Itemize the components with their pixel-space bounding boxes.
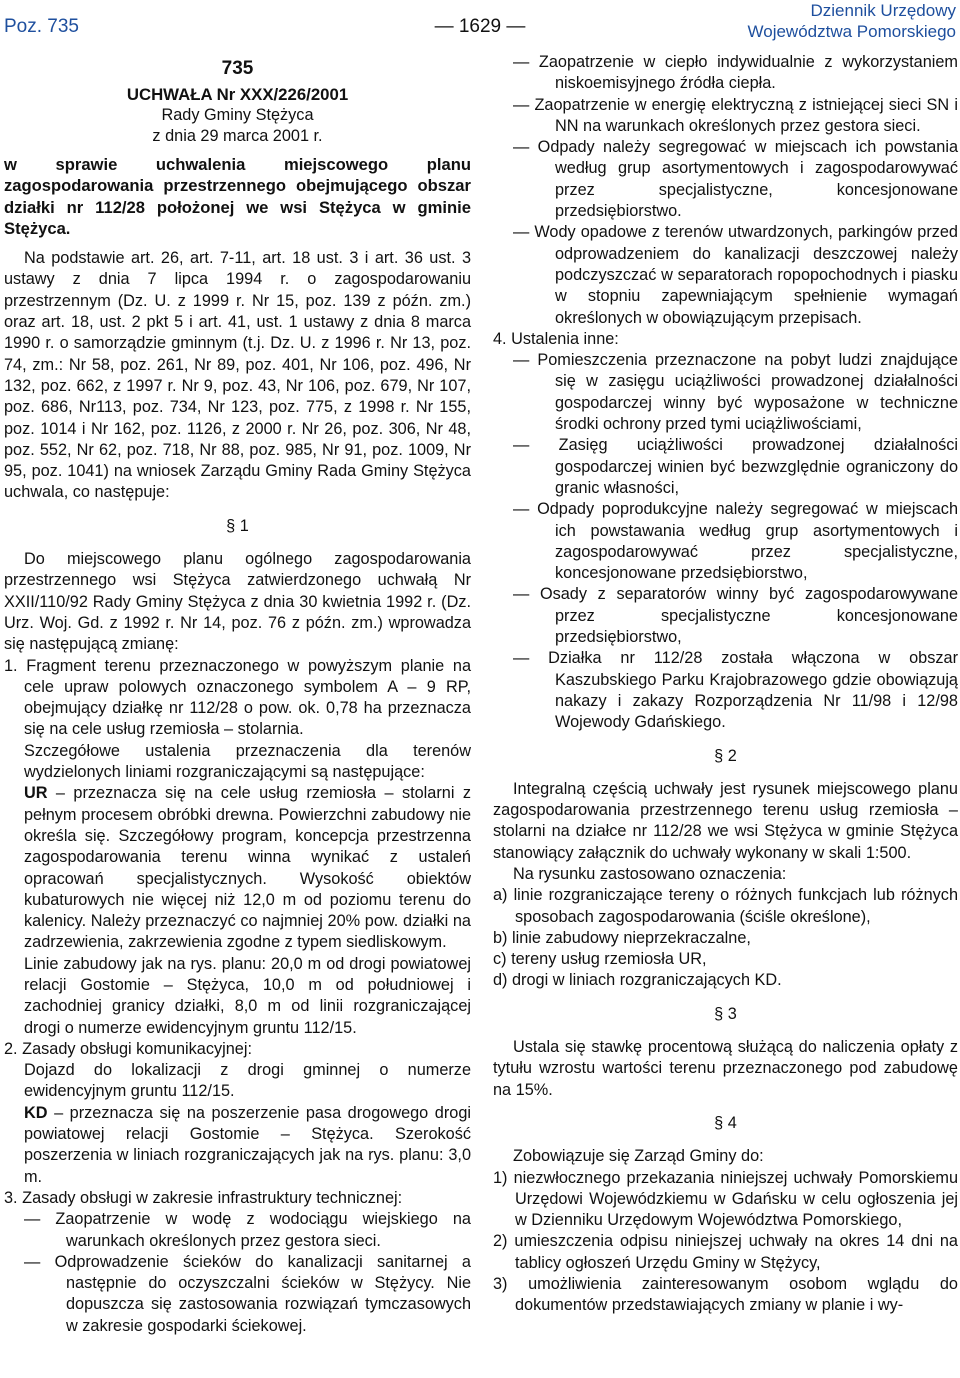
list-item: — Odprowadzenie ścieków do kanalizacji sanitarnej a następnie do oczyszczalni ścieków w Stężycy. Nie dopuszcza się zastosowania rozwiązań tymczasowych w zakresie gospodarki ściekowej. <box>24 1252 471 1335</box>
section-1-intro: Do miejscowego planu ogólnego zagospodarowania przestrzennego wsi Stężyca zatwierdzonego uchwałą Nr XXII/110/92 Rady Gminy Stężyca z dnia 30 kwietnia 1992 r. (Dz. Urz. Woj. Gd. z 1992 r. Nr 14, poz. 76 z późn. zm.) wprowadza się następującą zmianę: <box>4 550 471 654</box>
infrastructure-list <box>4 1209 471 1337</box>
ur-definition <box>4 783 471 953</box>
journal-title-line2: Województwa Pomorskiego <box>747 22 956 41</box>
section-2-text: Integralną częścią uchwały jest rysunek miejscowego planu zagospodarowania przestrzennego terenu usług rzemiosła – stolarni na działce nr 112/28 we wsi Stężyca w gminie Stężyca stanowiący załącznik do uchwały wykonany w skali 1:500. <box>493 779 958 862</box>
item-2-text: Zasady obsługi komunikacyjnej: <box>22 1039 252 1058</box>
list-item: — Działka nr 112/28 została włączona w obszar Kaszubskiego Parku Krajobrazowego gdzie obowiązują nakazy i zakazy Rozporządzenia Nr 11/98 i 12/98 Wojewody Gdańskiego. <box>513 649 958 732</box>
section-4-intro: Zobowiązuje się Zarząd Gminy do: <box>513 1147 764 1166</box>
section-1-item-3 <box>4 1188 471 1209</box>
journal-title-line1: Dziennik Urzędowy <box>810 1 956 20</box>
section-1-item-4 <box>493 329 958 350</box>
act-date: z dnia 29 marca 2001 r. <box>152 127 323 145</box>
list-item: c) tereny usług rzemiosła UR, <box>493 950 707 969</box>
ur-text: – przeznacza się na cele usług rzemiosła – stolarni z pełnym procesem obróbki drewna. Powierzchni zabudowy nie określa się. Szczegółowy program, koncepcja przestrzenna zagospodarowania terenu winna wynikać z ustaleń opracowań specjalistycznych. Wysokość obiektów kubaturowych nie więcej niż 12,0 m od poziomu terenu do kalenicy. Należy przeznaczyć co najmniej 20% pow. działki na zadrzewienia, zakrzewienia zgodne z typem siedliskowym. <box>24 784 471 952</box>
left-column <box>4 52 471 1337</box>
section-1-title: § 1 <box>226 516 249 535</box>
list-item: — Zasięg uciążliwości prowadzonej działalności gospodarczej winien być bezwzględnie ograniczony do granic własności, <box>513 436 958 497</box>
list-item: 1) niezwłocznego przekazania niniejszej uchwały Pomorskiemu Urzędowi Wojewódzkiemu w Gdańsku w celu ogłoszenia jej w Dzienniku Urzędowym Województwa Pomorskiego, <box>493 1168 958 1230</box>
item-1-text: Fragment terenu przeznaczonego w powyższym planie na cele upraw polowych oznaczonego symbolem A – 9 RP, obejmujący działkę nr 112/28 o pow. ok. 0,78 ha przeznacza się na cele usług rzemiosła – stolarnia. <box>24 656 471 739</box>
section-1-item-1 <box>4 656 471 741</box>
right-column <box>493 52 958 1317</box>
item-2-number: 2. <box>4 1039 18 1058</box>
section-2-title: § 2 <box>714 746 737 765</box>
list-item: — Zaopatrzenie w wodę z wodociągu wiejskiego na warunkach określonych przez gestora sieci. <box>24 1210 471 1250</box>
section-3-title: § 3 <box>714 1004 737 1023</box>
list-item: 3) umożliwienia zainteresowanym osobom wglądu do dokumentów przedstawiających zmiany w planie i wy- <box>493 1275 958 1315</box>
list-item: — Pomieszczenia przeznaczone na pobyt ludzi znajdujące się w zasięgu uciążliwości prowadzonej działalności gospodarczej winny być wyposażone w techniczne środki ochrony przed tymi uciążliwościami, <box>513 351 958 434</box>
page-number: — 1629 — <box>434 16 526 37</box>
act-issuer: Rady Gminy Stężyca <box>161 106 314 124</box>
list-item: b) linie zabudowy nieprzekraczalne, <box>493 928 751 947</box>
building-lines: Linie zabudowy jak na rys. planu: 20,0 m od drogi powiatowej relacji Gostomie – Stężyca, 10,0 m od południowej i zachodniej granicy działki, 8,0 m od linii rozgraniczającej drogi o numerze ewidencyjnym gruntu 112/15. <box>24 954 471 1037</box>
list-item: — Zaopatrzenie w ciepło indywidualnie z wykorzystaniem niskoemisyjnego źródła ciepła. <box>513 53 958 93</box>
kd-text: – przeznacza się na poszerzenie pasa drogowego drogi powiatowej relacji Gostomie – Stężyca. Szerokość poszerzenia w liniach rozgraniczających jak na rys. planu: 3,0 m. <box>24 1103 471 1186</box>
list-item: d) drogi w liniach rozgraniczających KD. <box>493 971 782 990</box>
page-header <box>0 0 960 48</box>
legend-intro: Na rysunku zastosowano oznaczenia: <box>513 864 787 883</box>
section-1-item-2 <box>4 1039 471 1060</box>
legend-list <box>493 885 958 991</box>
preamble: Na podstawie art. 26, art. 7-11, art. 18 ust. 3 i art. 36 ust. 3 ustawy z dnia 7 lipca 1994 r. o zagospodarowaniu przestrzennym (Dz. U. z 1999 r. Nr 15, poz. 139 z późn. zm.) oraz art. 18, ust. 2 pkt 5 i art. 41, ust. 1 ustawy z dnia 8 marca 1990 r. o samorządzie gminnym (t.j. Dz. U. z 1996 r. Nr 13, poz. 74, zm.: Nr 58, poz. 261, Nr 89, poz. 401, Nr 106, poz. 496, Nr 132, poz. 662, z 1997 r. Nr 9, poz. 43, Nr 106, poz. 679, Nr 107, poz. 686, Nr113, poz. 734, Nr 123, poz. 775, z 1998 r. Nr 155, poz. 1014 i Nr 162, poz. 1126, z 2000 r. Nr 26, poz. 306, Nr 48, poz. 552, Nr 62, poz. 718, Nr 88, poz. 985, Nr 91, poz. 1009, Nr 95, poz. 1041) na wniosek Zarządu Gminy Rada Gminy Stężyca uchwala, co następuje: <box>4 249 471 502</box>
act-title: UCHWAŁA Nr XXX/226/2001 <box>126 85 349 104</box>
ur-symbol: UR <box>24 784 48 803</box>
item-1-number: 1. <box>4 656 18 675</box>
item-4-number: 4. <box>493 329 507 348</box>
journal-title <box>748 0 957 42</box>
access-road: Dojazd do lokalizacji z drogi gminnej o numerze ewidencyjnym gruntu 112/15. <box>24 1061 471 1101</box>
act-number: 735 <box>221 58 254 79</box>
kd-definition <box>4 1103 471 1188</box>
kd-symbol: KD <box>24 1103 48 1122</box>
list-item: — Zaopatrzenie w energię elektryczną z istniejącej sieci SN i NN na warunkach określonych przez gestora sieci. <box>513 95 958 135</box>
list-item: 2) umieszczenia odpisu niniejszej uchwały na okres 14 dni na tablicy ogłoszeń Urzędu Gminy w Stężycy, <box>493 1232 958 1272</box>
position-number: Poz. 735 <box>4 16 79 37</box>
list-item: — Wody opadowe z terenów utwardzonych, parkingów przed odprowadzeniem do kanalizacji deszczowej należy podczyszczać w separatorach ropopochodnych i piasku w stopniu zapewniającym spełnienie wymagań określonych w obowiązującym przepisach. <box>513 223 958 327</box>
item-4-text: Ustalenia inne: <box>511 329 619 348</box>
infrastructure-list-continued <box>493 52 958 329</box>
section-3-text: Ustala się stawkę procentową służącą do naliczenia opłaty z tytułu wzrostu wartości terenu przeznaczonego pod zabudowę na 15%. <box>493 1038 958 1099</box>
list-item: — Odpady należy segregować w miejscach ich powstania według grup asortymentowych i zagospodarowywać przez specjalistyczne, koncesjonowane przedsiębiorstwo. <box>513 138 958 221</box>
other-provisions-list <box>493 350 958 733</box>
list-item: — Osady z separatorów winny być zagospodarowywane przez specjalistyczne koncesjonowane przedsiębiorstwo, <box>513 585 958 647</box>
item-3-text: Zasady obsługi w zakresie infrastruktury technicznej: <box>22 1188 403 1207</box>
item-3-number: 3. <box>4 1188 18 1207</box>
list-item: a) linie rozgraniczające tereny o różnych funkcjach lub różnych sposobach zagospodarowania (ściśle określone), <box>493 886 958 926</box>
item-1-detail-intro: Szczegółowe ustalenia przeznaczenia dla terenów wydzielonych liniami rozgraniczającymi są następujące: <box>24 741 471 782</box>
section-4-title: § 4 <box>714 1113 737 1132</box>
act-subject: w sprawie uchwalenia miejscowego planu zagospodarowania przestrzennego obejmującego obszar działki nr 112/28 położonej we wsi Stężyca w gminie Stężyca. <box>4 155 471 238</box>
obligations-list <box>493 1168 958 1317</box>
list-item: — Odpady poprodukcyjne należy segregować w miejscach ich powstawania według grup asortymentowych i zagospodarowywać przez specjalistyczne, koncesjonowane przedsiębiorstwo, <box>513 500 958 583</box>
